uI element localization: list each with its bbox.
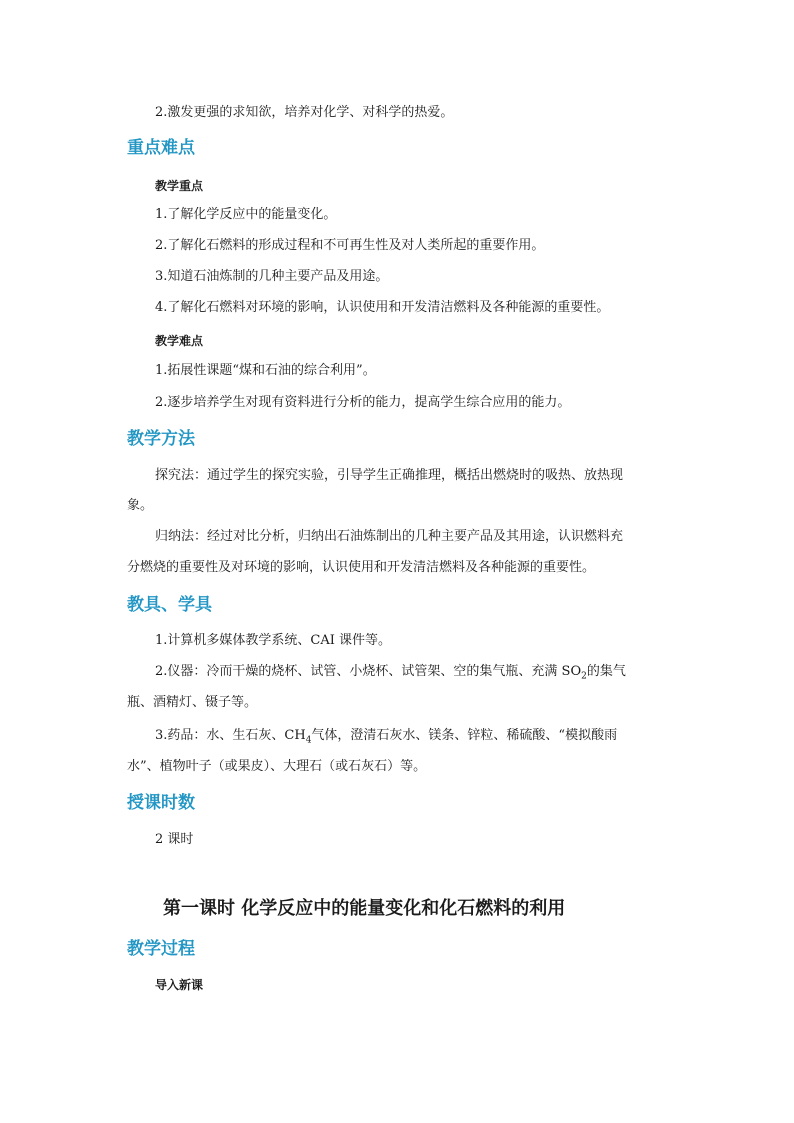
tools-item-2: [155, 663, 626, 686]
focus-item-3: 3.知道石油炼制的几种主要产品及用途。: [155, 269, 389, 284]
focus-item-4: 4.了解化石燃料对环境的影响，认识使用和开发清洁燃料及各种能源的重要性。: [155, 300, 610, 315]
focus-item-1: 1.了解化学反应中的能量变化。: [155, 207, 337, 222]
focus-item-2: 2.了解化石燃料的形成过程和不可再生性及对人类所起的重要作用。: [155, 238, 545, 253]
tools-item-3-text-b: 气体，澄清石灰水、镁条、锌粒、稀硫酸、“模拟酸雨: [311, 728, 618, 743]
methods-heading: 教学方法: [127, 429, 195, 449]
hours-heading: 授课时数: [127, 793, 195, 813]
tools-item-2-text-b: 的集气: [586, 664, 626, 679]
explore-method-line-1: 探究法：通过学生的探究实验，引导学生正确推理，概括出燃烧时的吸热、放热现: [155, 468, 624, 483]
tools-item-2-subscript: 2: [581, 671, 587, 682]
tools-item-3-line-2: 水”、植物叶子（或果皮）、大理石（或石灰石）等。: [127, 759, 427, 774]
tools-item-2-text-a: 2.仪器：冷而干燥的烧杯、试管、小烧杯、试管架、空的集气瓶、充满 SO: [155, 664, 582, 679]
induct-method-line-2: 分燃烧的重要性及对环境的影响，认识使用和开发清洁燃料及各种能源的重要性。: [127, 560, 596, 575]
induct-method-line-1: 归纳法：经过对比分析，归纳出石油炼制出的几种主要产品及其用途，认识燃料充: [155, 529, 624, 544]
teaching-focus-label: 教学重点: [155, 179, 204, 193]
tools-heading: 教具、学具: [127, 595, 212, 615]
difficulty-item-2: 2.逐步培养学生对现有资料进行分析的能力，提高学生综合应用的能力。: [155, 395, 571, 410]
process-heading: 教学过程: [127, 939, 195, 959]
tools-item-1: 1.计算机多媒体教学系统、CAI 课件等。: [155, 633, 392, 648]
tools-item-3-text-a: 3.药品：水、生石灰、CH: [155, 728, 306, 743]
process-intro-label: 导入新课: [155, 978, 204, 992]
explore-method-line-2: 象。: [127, 498, 154, 513]
teaching-difficulty-label: 教学难点: [155, 334, 204, 348]
objective-item-2: 2.激发更强的求知欲，培养对化学、对科学的热爱。: [155, 105, 454, 120]
tools-item-3: [155, 727, 617, 750]
tools-item-3-subscript: 4: [305, 735, 312, 746]
difficulty-item-1: 1.拓展性课题“煤和石油的综合利用”。: [155, 363, 376, 378]
tools-item-2-line-2: 瓶、酒精灯、镊子等。: [127, 695, 258, 710]
key-points-heading: 重点难点: [127, 138, 195, 158]
hours-value: 2 课时: [155, 832, 194, 847]
lesson-title: 第一课时 化学反应中的能量变化和化石燃料的利用: [163, 898, 566, 919]
